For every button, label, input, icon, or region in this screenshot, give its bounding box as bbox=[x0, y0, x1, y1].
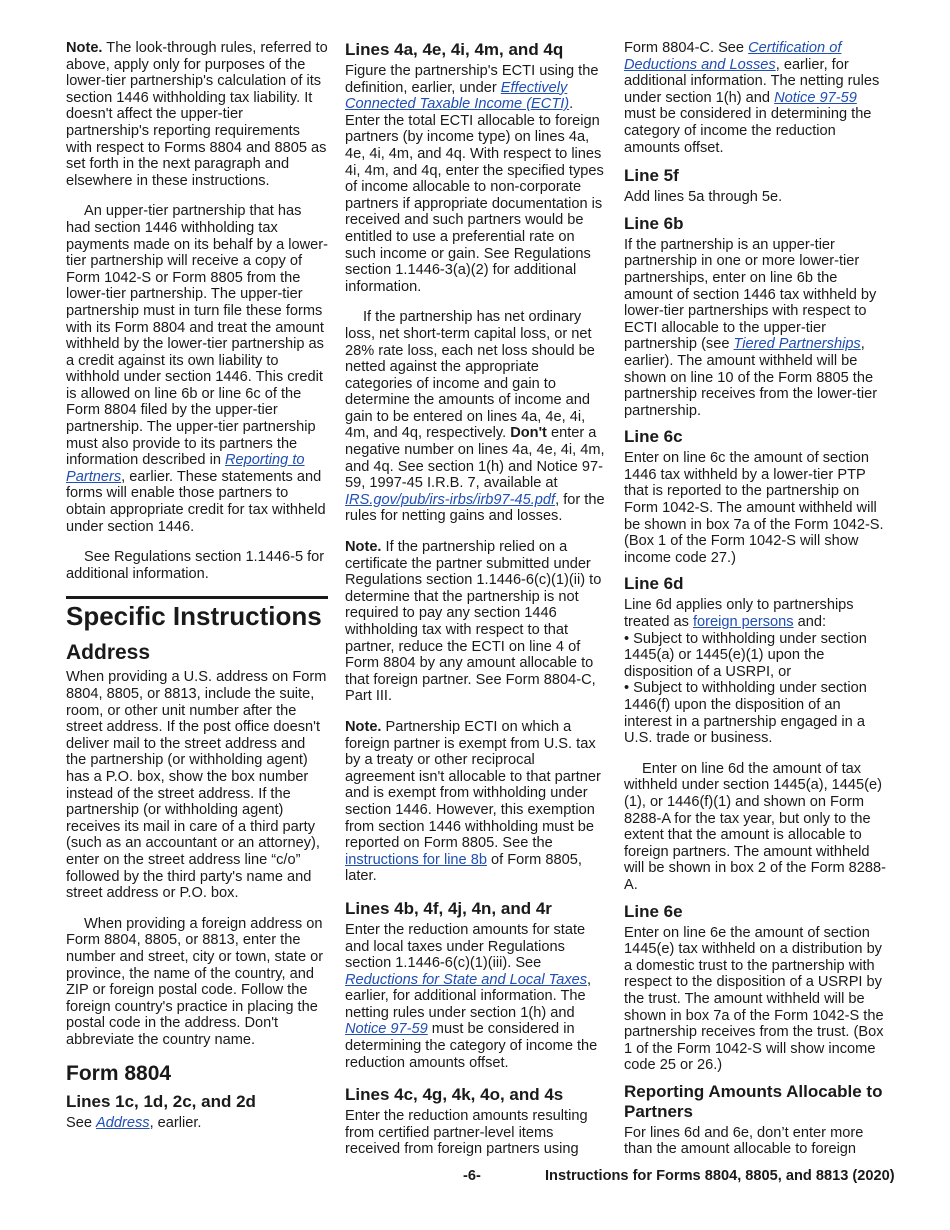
column-3 bbox=[624, 40, 886, 1172]
line-8b-link[interactable]: instructions for line 8b bbox=[345, 851, 487, 868]
us-address-paragraph: When providing a U.S. address on Form 8804, 8805, or 8813, include the suite, room, or other unit number after the street address. If the post office doesn't deliver mail to the street address and the partnership (or withholding agent) has a P.O. box, show the box number instead of the street address. If the partnership (or withholding agent) receives its mail in care of a third party (such as an accountant or an attorney), enter on the street address line “c/o” followed by the third party's name and street address or P.O. box. bbox=[66, 669, 327, 902]
line-6c-heading: Line 6c bbox=[624, 427, 683, 447]
form-8804-heading: Form 8804 bbox=[66, 1062, 172, 1086]
column-1 bbox=[66, 40, 328, 1146]
note-paragraph: Note. The look-through rules, referred to above, apply only for purposes of the lower-tier partnership's calculation of its section 1446 withholding tax liability. It doesn't affect the upper-tier partnership's reporting requirements with respect to Forms 8804 and 8805 as set forth in the next paragraph and elsewhere in these instructions. bbox=[66, 40, 328, 189]
continued-paragraph: Form 8804-C. See Certification of Deductions and Losses, earlier, for additional information. The netting rules under section 1(h) and Notice 97-59 must be considered in determining the category of income the reduction amounts offset. bbox=[624, 40, 880, 156]
treaty-note: Note. Partnership ECTI on which a foreign partner is exempt from U.S. tax by a treaty or other reciprocal agreement isn't allocable to that partner and is exempt from withholding under section 1446. However, this exemption from section 1446 withholding must be reported on Form 8805. See the instructions for line 8b of Form 8805, later. bbox=[345, 718, 601, 885]
line-6b-paragraph: If the partnership is an upper-tier partnership in one or more lower-tier partnerships, enter on line 6b the amount of section 1446 tax withheld by lower-tier partnerships with respect to ECTI allocable to the upper-tier partnership (see Tiered Partnerships, earlier). The amount withheld will be shown on line 10 of the Form 8805 the partnership receives from the lower-tier partnership. bbox=[624, 236, 878, 419]
bullet-item: • Subject to withholding under section 1445(a) or 1445(e)(1) upon the disposition of a USRPI, or bbox=[624, 630, 867, 680]
foreign-address-paragraph: When providing a foreign address on Form 8804, 8805, or 8813, enter the number and street, city or town, state or province, the name of the country, and ZIP or foreign postal code. Follow the foreign country's practice in placing the postal code in the address. Don't abbreviate the country name. bbox=[66, 915, 324, 1048]
notice-97-59-link-2[interactable]: Notice 97-59 bbox=[774, 89, 857, 106]
lines-4c-heading: Lines 4c, 4g, 4k, 4o, and 4s bbox=[345, 1085, 564, 1105]
note-label: Note. bbox=[66, 40, 103, 56]
line-6b-heading: Line 6b bbox=[624, 213, 684, 233]
line-6e-heading: Line 6e bbox=[624, 901, 683, 921]
tiered-partnerships-link[interactable]: Tiered Partnerships bbox=[733, 336, 861, 353]
lines-4a-paragraph: Figure the partnership's ECTI using the definition, earlier, under Effectively Connected Taxable Income (ECTI). Enter the total ECTI allocable to foreign partners (by income type) on lines 4a, 4e, 4i, 4m, and 4q. With respect to lines 4i, 4m, and 4q, enter the specified types of income allocable to non-corporate partners if appropriate documentation is received and such partners would be entitled to use a preferential rate on such income or gain. See Regulations section 1.1446-3(a)(2) for additional information. bbox=[345, 63, 604, 295]
ecti-link[interactable]: Effectively Connected Taxable Income (ECTI) bbox=[345, 79, 570, 113]
reporting-amounts-heading: Reporting Amounts Allocable to Partners bbox=[624, 1081, 883, 1121]
lines-4c-paragraph: Enter the reduction amounts resulting from certified partner-level items received from foreign partners using bbox=[345, 1108, 588, 1158]
lines-1c-heading: Lines 1c, 1d, 2c, and 2d bbox=[66, 1092, 256, 1112]
certification-link[interactable]: Certification of Deductions and Losses bbox=[624, 40, 842, 73]
reporting-to-partners-link[interactable]: Reporting to Partners bbox=[66, 452, 305, 485]
line-6c-paragraph: Enter on line 6c the amount of section 1446 tax withheld by a lower-tier PTP that is reported to the partnership on Form 1042-S. The amount withheld will be shown in box 7a of the Form 1042-S. (Box 1 of the Form 1042-S will show income code 27.) bbox=[624, 450, 884, 566]
irb-pdf-link[interactable]: IRS.gov/pub/irs-irbs/irb97-45.pdf bbox=[345, 491, 556, 508]
footer-title: Instructions for Forms 8804, 8805, and 8813 (2020) bbox=[545, 1168, 895, 1184]
net-loss-paragraph: If the partnership has net ordinary loss, net short-term capital loss, or net 28% rate loss, each net loss should be netted against the appropriate categories of income and gain to determine the amounts of income and gain to be entered on lines 4a, 4e, 4i, 4m, and 4q, respectively. Don't enter a negative number on lines 4a, 4e, 4i, 4m, and 4q. See section 1(h) and Notice 97-59, 1997-45 I.R.B. 7, available at IRS.gov/pub/irs-irbs/irb97-45.pdf, for the rules for netting gains and losses. bbox=[345, 309, 605, 525]
state-local-taxes-link[interactable]: Reductions for State and Local Taxes bbox=[345, 971, 588, 988]
lines-4a-heading: Lines 4a, 4e, 4i, 4m, and 4q bbox=[345, 40, 564, 59]
lines-4b-paragraph: Enter the reduction amounts for state and local taxes under Regulations section 1.1446-6(c)(1)(iii). See Reductions for State and Local Taxes, earlier, for additional information. The netting rules under section 1(h) and Notice 97-59 must be considered in determining the category of income the reduction amounts offset. bbox=[345, 921, 598, 1071]
line-6d-amount-paragraph: Enter on line 6d the amount of tax withheld under section 1445(a), 1445(e)(1), or 1446(f)(1) and shown on Form 8288-A for the tax year, but only to the extent that the amount is allocable to foreign partners. The amount withheld will be shown in box 2 of the Form 8288-A. bbox=[624, 760, 887, 893]
column-2 bbox=[345, 40, 605, 1172]
certificate-note: Note. If the partnership relied on a certificate the partner submitted under Regulations section 1.1446-6(c)(1)(ii) to determine that the partnership is not required to pay any section 1446 withholding tax with respect to that partner, reduce the ECTI on line 4 of Form 8804 by any amount allocable to that foreign partner. See Form 8804-C, Part III. bbox=[345, 539, 602, 705]
foreign-persons-link[interactable]: foreign persons bbox=[692, 614, 794, 631]
page-number: -6- bbox=[463, 1168, 481, 1184]
regulations-paragraph: See Regulations section 1.1446-5 for additional information. bbox=[66, 549, 325, 582]
line-5f-heading: Line 5f bbox=[624, 166, 679, 186]
line-6e-paragraph: Enter on line 6e the amount of section 1445(e) tax withheld on a distribution by a domestic trust to the partnership with respect to the disposition of a USRPI by the trust. The amount withheld will be shown in box 7a of the Form 1042-S the partnership receives from the trust. (Box 1 of the Form 1042-S will show income code 25 or 26.) bbox=[624, 924, 884, 1074]
line-6d-heading: Line 6d bbox=[624, 574, 684, 594]
address-heading: Address bbox=[66, 641, 151, 665]
lines-4b-heading: Lines 4b, 4f, 4j, 4n, and 4r bbox=[345, 898, 552, 918]
notice-97-59-link[interactable]: Notice 97-59 bbox=[345, 1021, 428, 1038]
bullet-item: • Subject to withholding under section 1446(f) upon the disposition of an interest in a partnership engaged in a U.S. trade or business. bbox=[624, 680, 867, 747]
lines-1c-paragraph: See Address, earlier. bbox=[66, 1115, 202, 1132]
section-title: Specific Instructions bbox=[66, 596, 328, 631]
upper-tier-paragraph: An upper-tier partnership that has had section 1446 withholding tax payments made on its behalf by a lower-tier partnership will receive a copy of Form 1042-S or Form 8805 from the lower-tier partnership. The upper-tier partnership must in turn file these forms with its Form 8804 and treat the amount withheld by the lower-tier partnership as a credit against its own liability to withhold under section 1446. This credit is allowed on line 6b or line 6c of the Form 8804 filed by the upper-tier partnership. The upper-tier partnership must also provide to its partners the information described in Reporting to Partners, earlier. These statements and forms will enable those partners to obtain appropriate credit for tax withheld under section 1446. bbox=[66, 203, 329, 535]
reporting-amounts-paragraph: For lines 6d and 6e, don’t enter more than the amount allocable to foreign bbox=[624, 1124, 864, 1158]
line-6d-paragraph: Line 6d applies only to partnerships treated as foreign persons and: bbox=[624, 597, 854, 631]
address-link[interactable]: Address bbox=[96, 1115, 150, 1132]
line-5f-paragraph: Add lines 5a through 5e. bbox=[624, 189, 783, 206]
